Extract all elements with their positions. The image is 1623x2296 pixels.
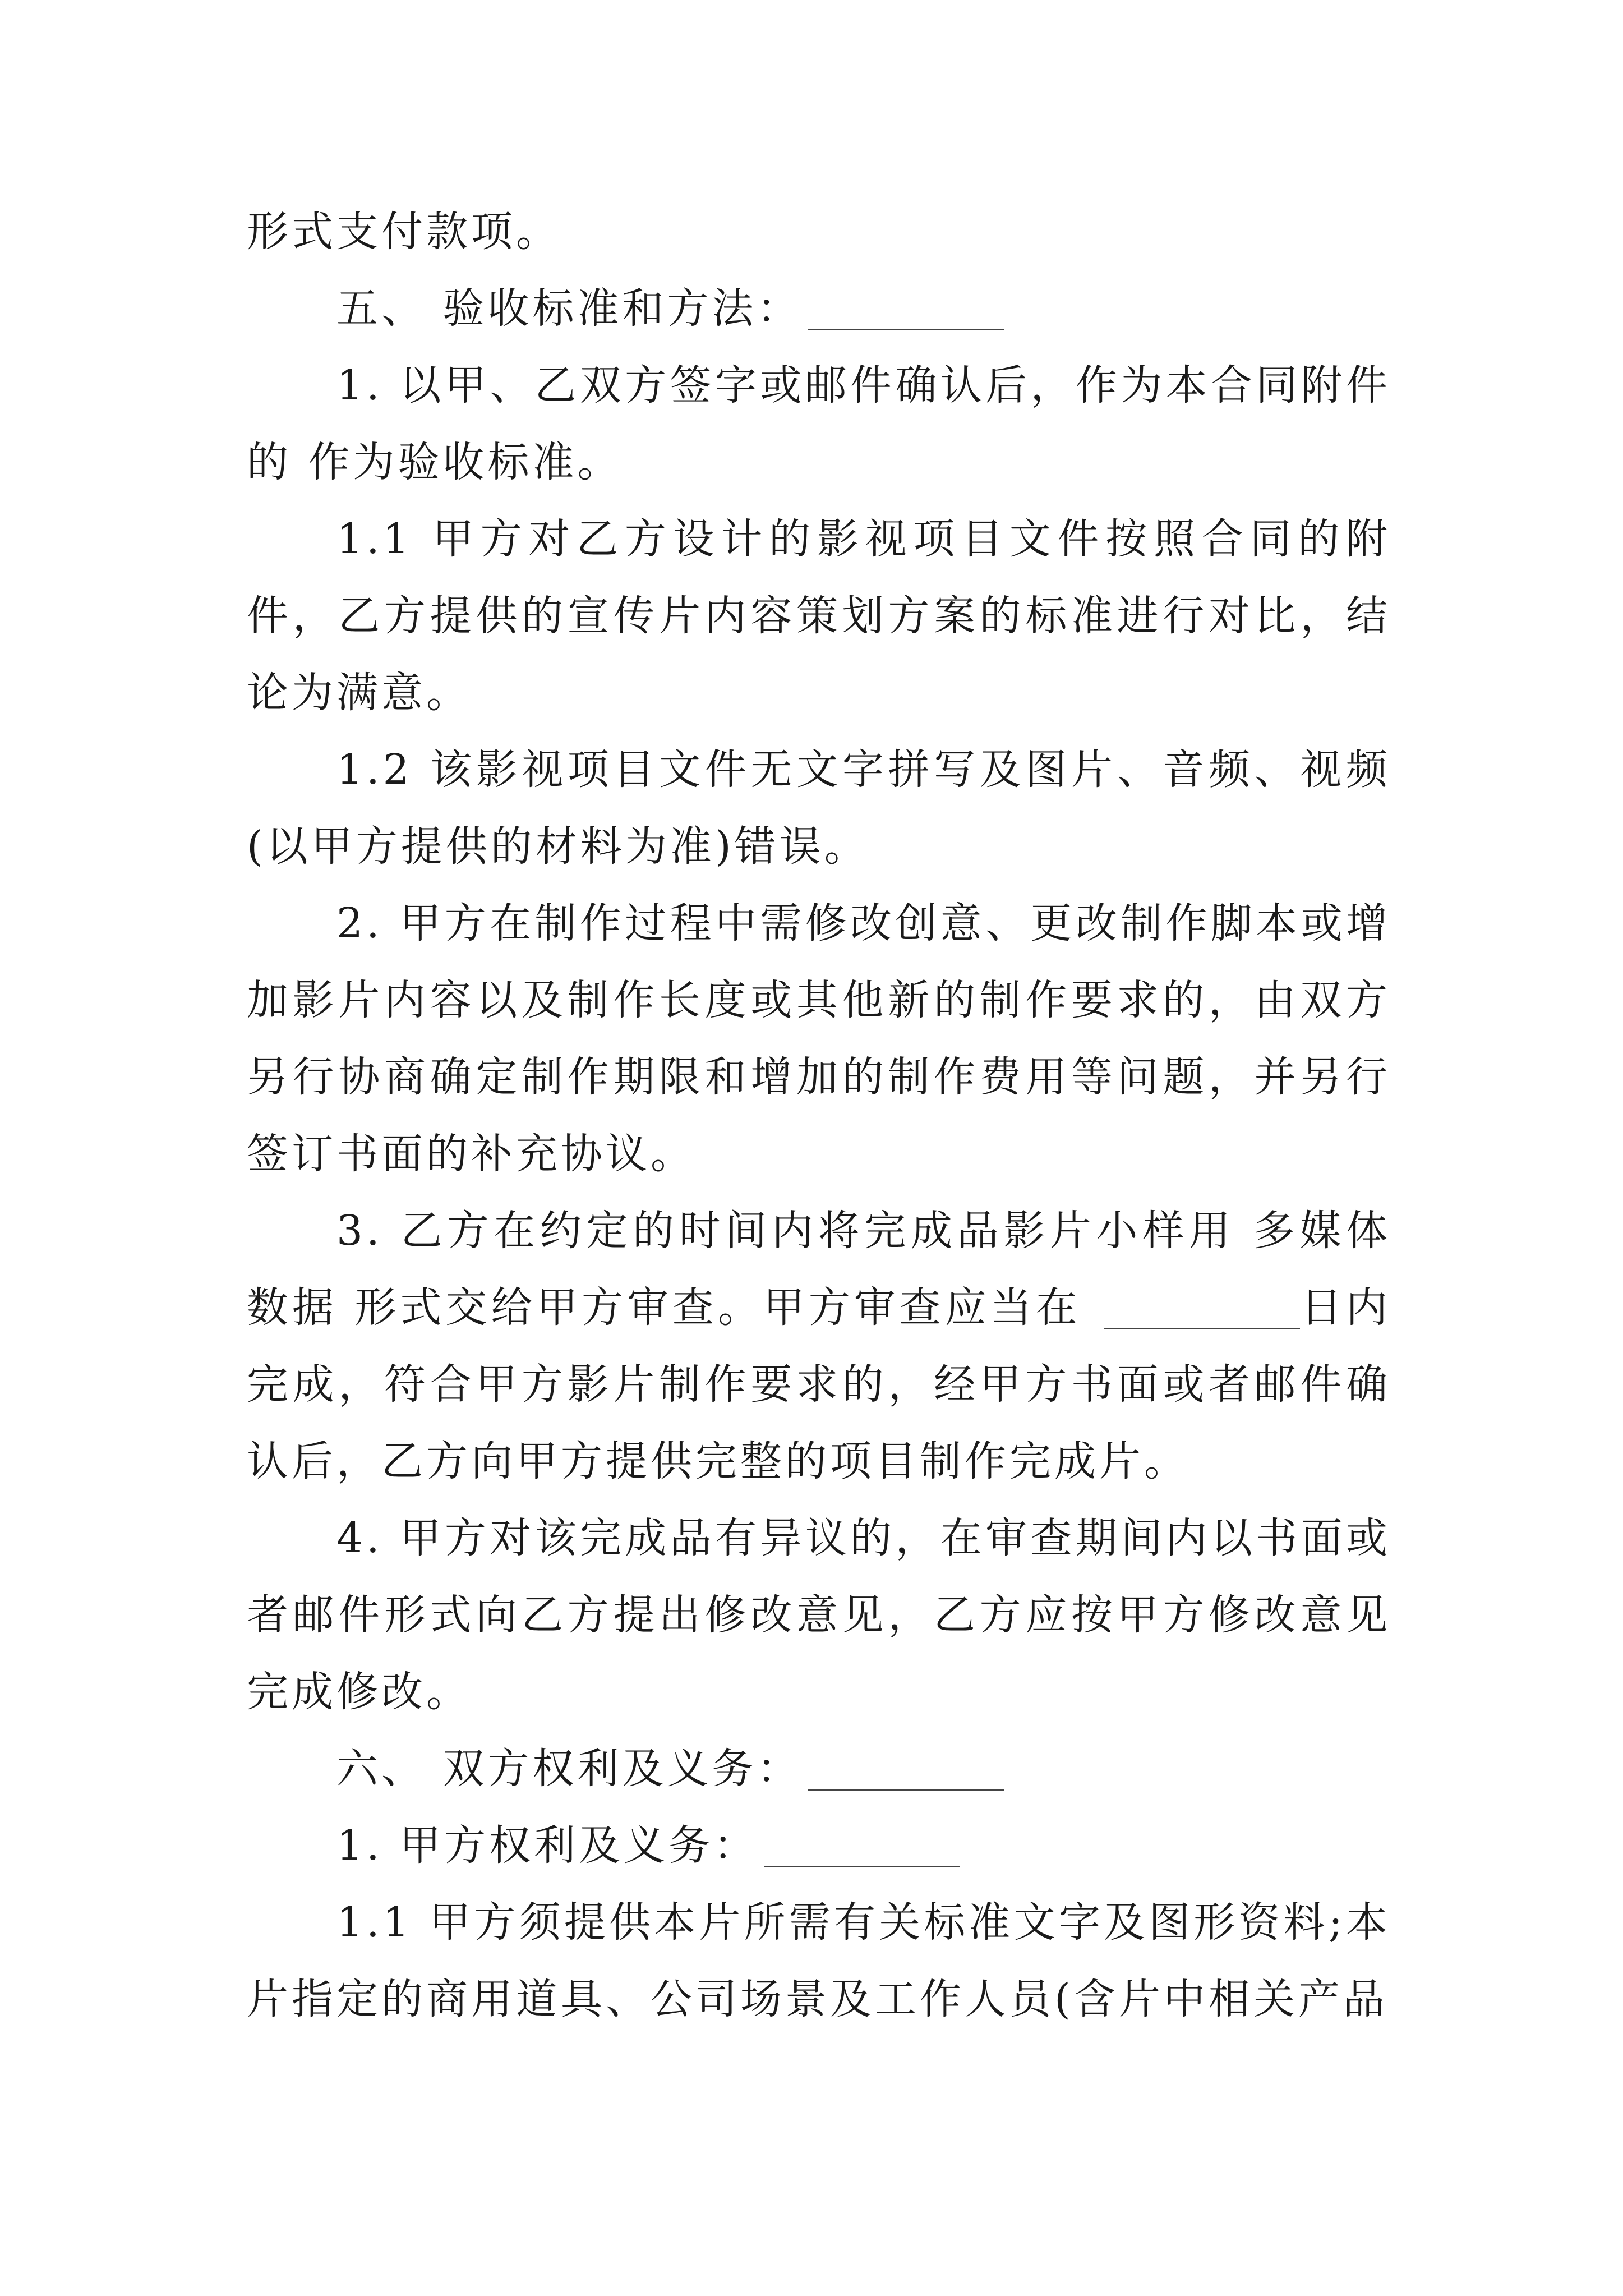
fill-in-blank	[808, 288, 1004, 330]
clause-party-a-rights	[247, 1807, 1391, 1884]
clause-1	[247, 347, 1391, 501]
paragraph-text: 1.2 该影视项目文件无文字拼写及图片、音频、视频(以甲方提供的材料为准)错误。	[247, 746, 1391, 871]
paragraph-text: 1.1 甲方对乙方设计的影视项目文件按照合同的附件，乙方提供的宣传片内容策划方案的标准进行对比，结论为满意。	[247, 515, 1391, 717]
paragraph-text: 形式支付款项。	[247, 208, 561, 256]
clause-1-2	[247, 731, 1391, 885]
clause-3	[247, 1193, 1391, 1500]
document-body	[247, 194, 1391, 2038]
fill-in-blank	[764, 1825, 960, 1867]
paragraph-text-after: 日内完成，符合甲方影片制作要求的，经甲方书面或者邮件确认后，乙方向甲方提供完整的项目制作完成片。	[247, 1283, 1391, 1485]
paragraph-text: 1.1 甲方须提供本片所需有关标准文字及图形资料;本片指定的商用道具、公司场景及工作人员(含片中相关产品	[247, 1898, 1391, 2023]
heading-text: 五、 验收标准和方法：	[336, 284, 802, 333]
clause-2	[247, 885, 1391, 1193]
paragraph-payment-form	[247, 194, 1391, 270]
fill-in-blank-days	[1104, 1287, 1300, 1329]
clause-4	[247, 1500, 1391, 1731]
heading-rights-obligations	[247, 1731, 1391, 1807]
heading-acceptance-standards	[247, 270, 1391, 347]
paragraph-text: 1. 以甲、乙双方签字或邮件确认后，作为本合同附件的 作为验收标准。	[247, 361, 1391, 486]
paragraph-text: 1. 甲方权利及义务：	[336, 1821, 759, 1870]
paragraph-text-before: 3. 乙方在约定的时间内将完成品影片小样用 多媒体数据 形式交给甲方审查。甲方审查应当在	[247, 1207, 1391, 1332]
paragraph-text: 4. 甲方对该完成品有异议的，在审查期间内以书面或者邮件形式向乙方提出修改意见，乙方应按甲方修改意见完成修改。	[247, 1514, 1391, 1716]
clause-party-a-1-1	[247, 1884, 1391, 2038]
fill-in-blank	[808, 1748, 1004, 1791]
clause-1-1	[247, 501, 1391, 731]
heading-text: 六、 双方权利及义务：	[336, 1745, 802, 1793]
paragraph-text: 2. 甲方在制作过程中需修改创意、更改制作脚本或增加影片内容以及制作长度或其他新的制作要求的，由双方另行协商确定制作期限和增加的制作费用等问题，并另行签订书面的补充协议。	[247, 899, 1391, 1178]
